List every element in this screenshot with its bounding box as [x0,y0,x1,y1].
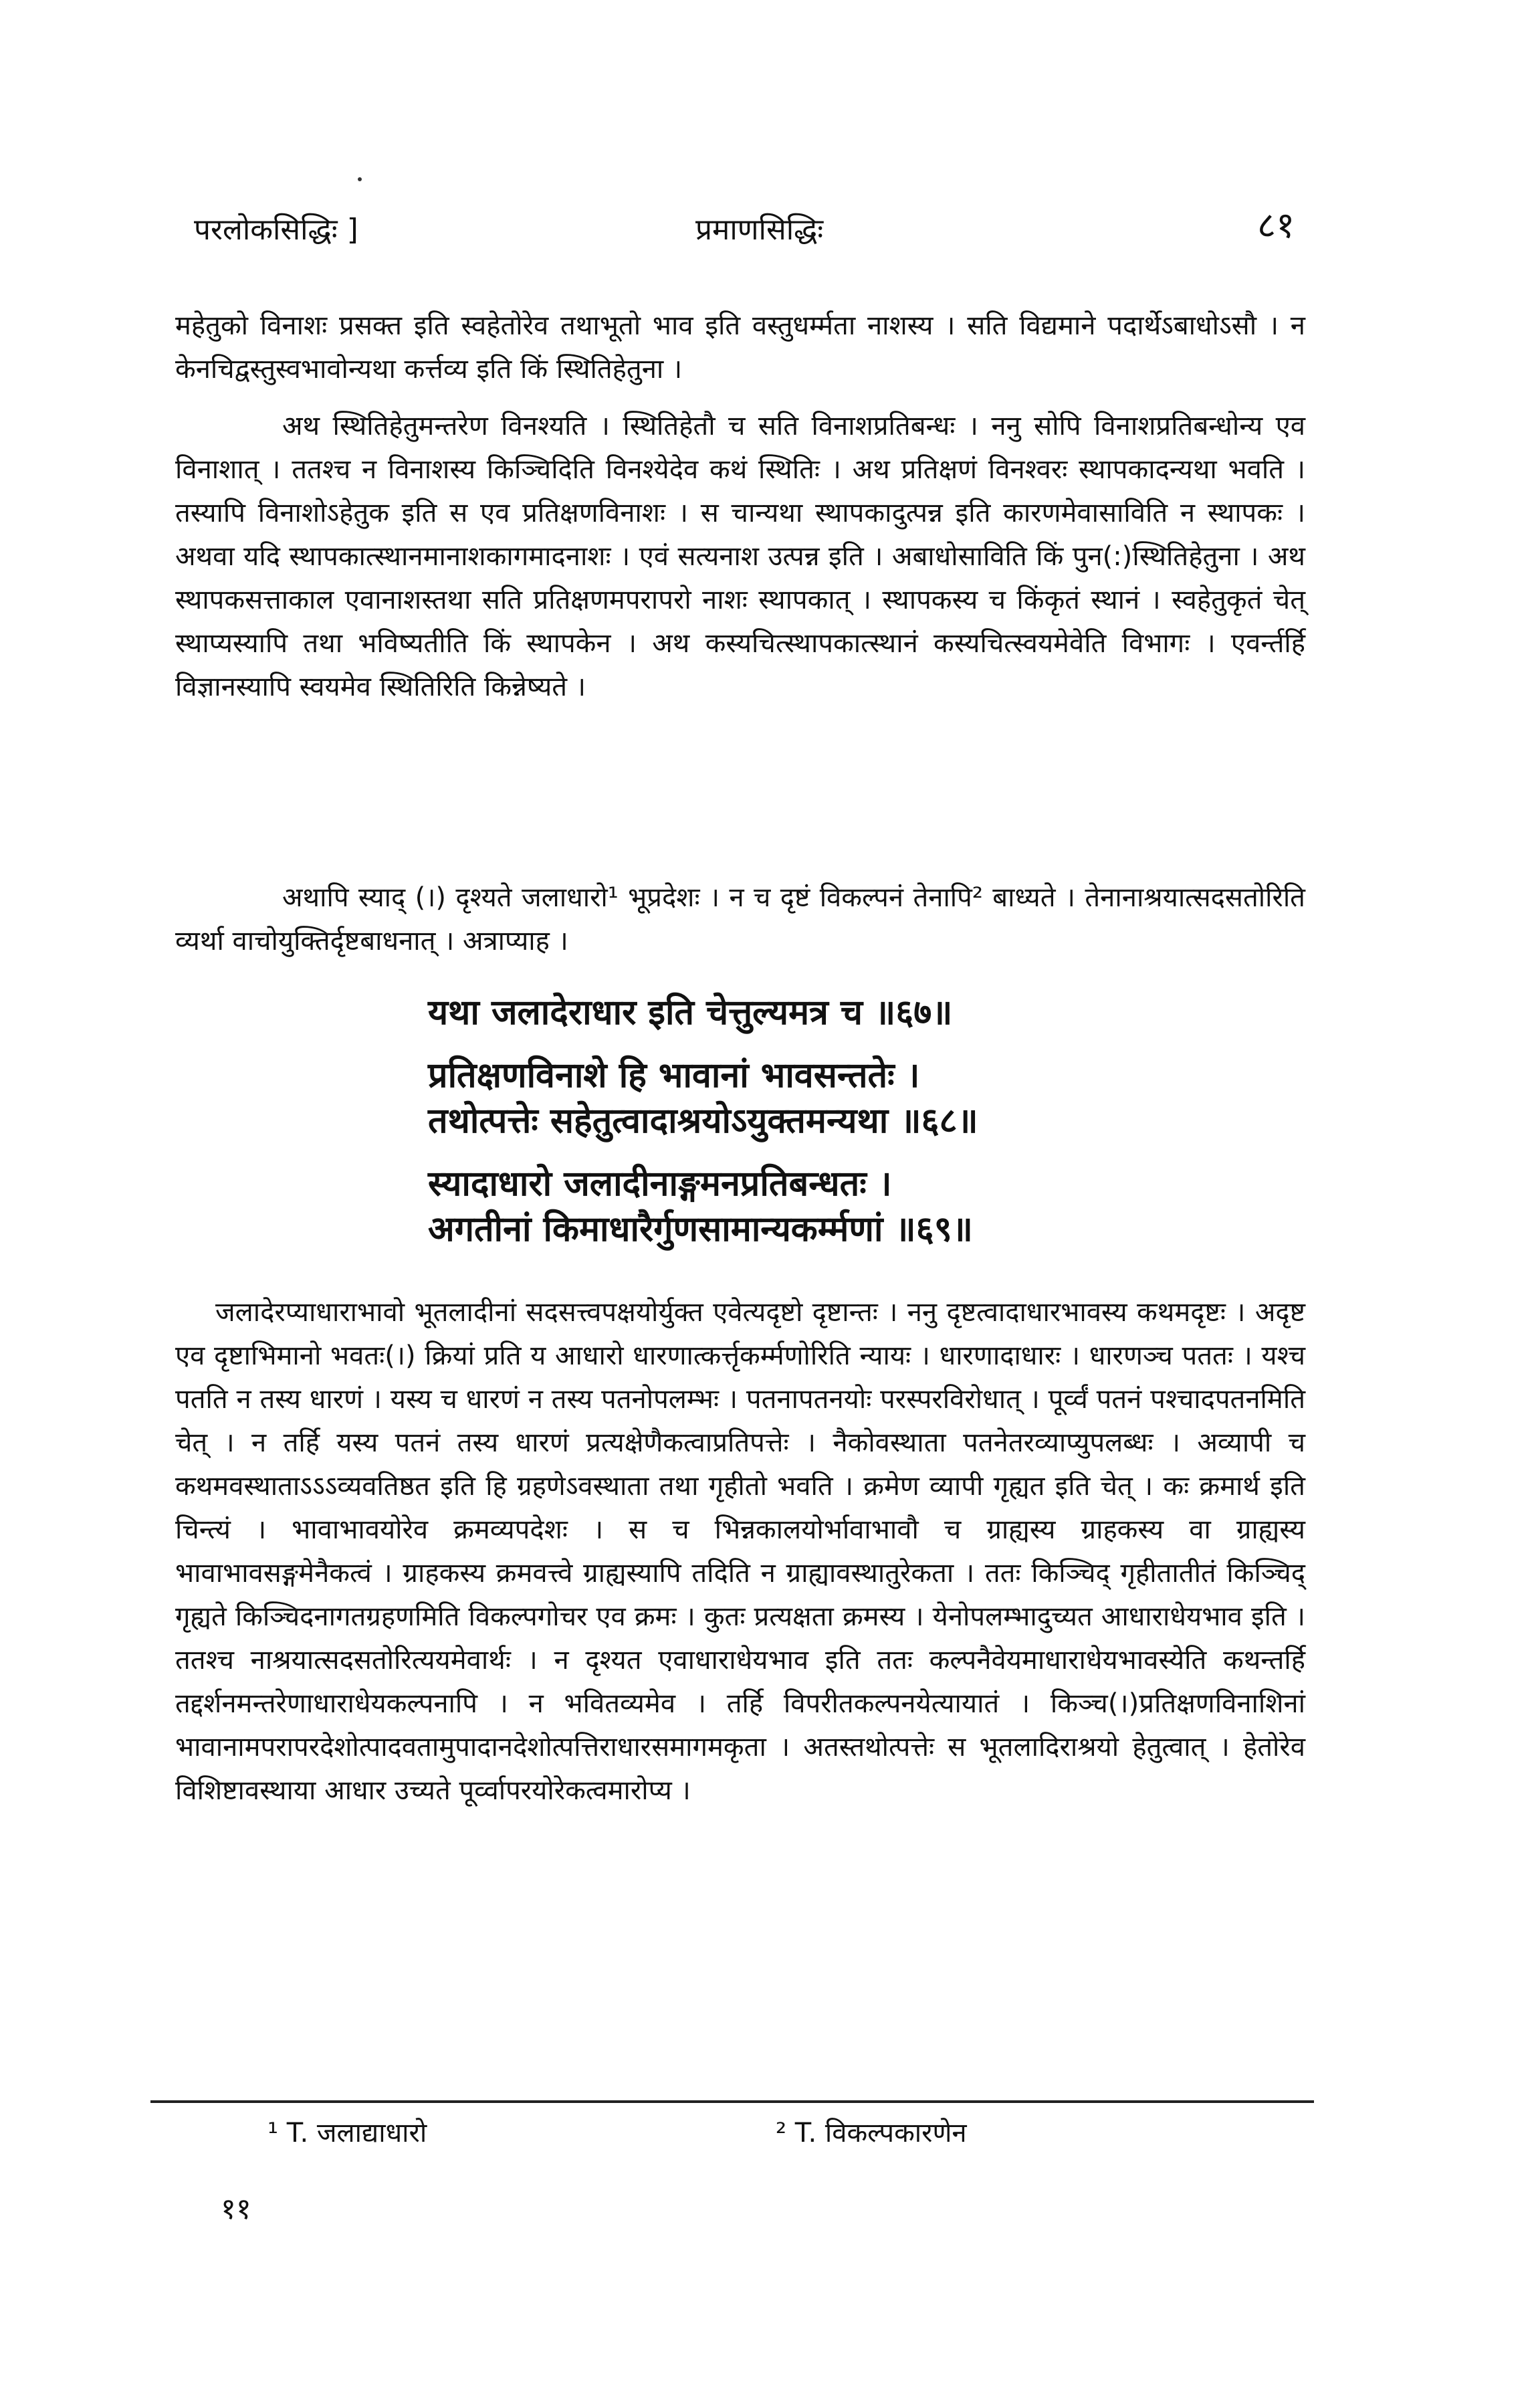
paragraph-3: अथापि स्याद् (।) दृश्यते जलाधारो¹ भूप्रदेशः । न च दृष्टं विकल्पनं तेनापि² बाध्यते । तेनानाश्रयात्सदसतोरिति व्यर्था वाचोयुक्तिर्दृष्टबाधनात् । अत्राप्याह । [175,882,1305,957]
paragraph-1: महेतुको विनाशः प्रसक्त इति स्वहेतोरेव तथाभूतो भाव इति वस्तुधर्म्मता नाशस्य । सति विद्यमाने पदार्थेऽबाधोऽसौ । न केनचिद्वस्तुस्वभावोन्यथा कर्त्तव्य इति किं स्थितिहेतुना । [175,310,1305,385]
verse-line: यथा जलादेराधार इति चेत्तुल्यमत्र च ॥६७॥ [428,993,953,1033]
running-head-left: परलोकसिद्धिः ] [194,213,358,247]
ink-dot [358,177,362,181]
verse-line: प्रतिक्षणविनाशे हि भावानां भावसन्ततेः । [428,1056,920,1096]
signature-mark: ११ [221,2192,251,2226]
page-number: ८१ [1257,204,1295,246]
footnote-divider [150,2100,1314,2103]
verse-line: स्यादाधारो जलादीनाङ्गमनप्रतिबन्धतः । [428,1164,892,1204]
running-head-title: प्रमाणसिद्धिः [695,213,824,247]
paragraph-4: जलादेरप्याधाराभावो भूतलादीनां सदसत्त्वपक्षयोर्युक्त एवेत्यदृष्टो दृष्टान्तः । ननु दृष्टत्वादाधारभावस्य कथमदृष्टः । अदृष्ट एव दृष्टाभिमानो भवतः(।) क्रियां प्रति य आधारो धारणात्कर्त्तृकर्म्मणोरिति न्यायः । धारणादाधारः । धारणञ्च पततः । यश्च पतति न तस्य धारणं । यस्य च धारणं न तस्य पतनोपलम्भः । पतनापतनयोः परस्परविरोधात् । पूर्व्वं पतनं पश्चादपतनमिति चेत् । न तर्हि यस्य पतनं तस्य धारणं प्रत्यक्षेणैकत्वाप्रतिपत्तेः । नैकोवस्थाता पतनेतरव्याप्युपलब्धः । अव्यापी च कथमवस्थाताऽऽऽव्यवतिष्ठत इति हि ग्रहणेऽवस्थाता तथा गृहीतो भवति । क्रमेण व्यापी गृह्यत इति चेत् । कः क्रमार्थ इति चिन्त्यं । भावाभावयोरेव क्रमव्यपदेशः । स च भिन्नकालयोर्भावाभावौ च ग्राह्यस्य ग्राहकस्य वा ग्राह्यस्य भावाभावसङ्गमेनैकत्वं । ग्राहकस्य क्रमवत्त्वे ग्राह्यस्यापि तदिति न ग्राह्यावस्थातुरेकता । ततः किञ्चिद् गृहीतातीतं किञ्चिद् गृह्यते किञ्चिदनागतग्रहणमिति विकल्पगोचर एव क्रमः । कुतः प्रत्यक्षता क्रमस्य । येनोपलम्भादुच्यत आधाराधेयभाव इति । ततश्च नाश्रयात्सदसतोरित्ययमेवार्थः । न दृश्यत एवाधाराधेयभाव इति ततः कल्पनैवेयमाधाराधेयभावस्येति कथन्तर्हि तद्दर्शनमन्तरेणाधाराधेयकल्पनापि । न भवितव्यमेव । तर्हि विपरीतकल्पनयेत्यायातं । किञ्च(।)प्रतिक्षणविनाशिनां भावानामपरापरदेशोत्पादवतामुपादानदेशोत्पत्तिराधारसमागमकृता । अतस्तथोत्पत्तेः स भूतलादिराश्रयो हेतुत्वात् । हेतोरेव विशिष्टावस्थाया आधार उच्यते पूर्व्वापरयोरेकत्वमारोप्य । [175,1297,1305,1806]
footnote-1: ¹ T. जलाद्याधारो [267,2118,427,2148]
verse-line: तथोत्पत्तेः सहेतुत्वादाश्रयोऽयुक्तमन्यथा ॥६८॥ [428,1101,978,1141]
paragraph-2: अथ स्थितिहेतुमन्तरेण विनश्यति । स्थितिहेतौ च सति विनाशप्रतिबन्धः । ननु सोपि विनाशप्रतिबन्धोन्य एव विनाशात् । ततश्च न विनाशस्य किञ्चिदिति विनश्येदेव कथं स्थितिः । अथ प्रतिक्षणं विनश्वरः स्थापकादन्यथा भवति । तस्यापि विनाशोऽहेतुक इति स एव प्रतिक्षणविनाशः । स चान्यथा स्थापकादुत्पन्न इति कारणमेवासाविति न स्थापकः । अथवा यदि स्थापकात्स्थानमानाशकागमादनाशः । एवं सत्यनाश उत्पन्न इति । अबाधोसाविति किं पुन(:)स्थितिहेतुना । अथ स्थापकसत्ताकाल एवानाशस्तथा सति प्रतिक्षणमपरापरो नाशः स्थापकात् । स्थापकस्य च किंकृतं स्थानं । स्वहेतुकृतं चेत् स्थाप्यस्यापि तथा भविष्यतीति किं स्थापकेन । अथ कस्यचित्स्थापकात्स्थानं कस्यचित्स्वयमेवेति विभागः । एवर्न्तर्हि विज्ञानस्यापि स्वयमेव स्थितिरिति किन्नेष्यते । [175,411,1305,702]
footnote-2: ² T. विकल्पकारणेन [776,2118,967,2148]
verse-block [428,990,1230,1252]
verse-line: अगतीनां किमाधारैर्गुणसामान्यकर्म्मणां ॥६९॥ [428,1209,973,1249]
